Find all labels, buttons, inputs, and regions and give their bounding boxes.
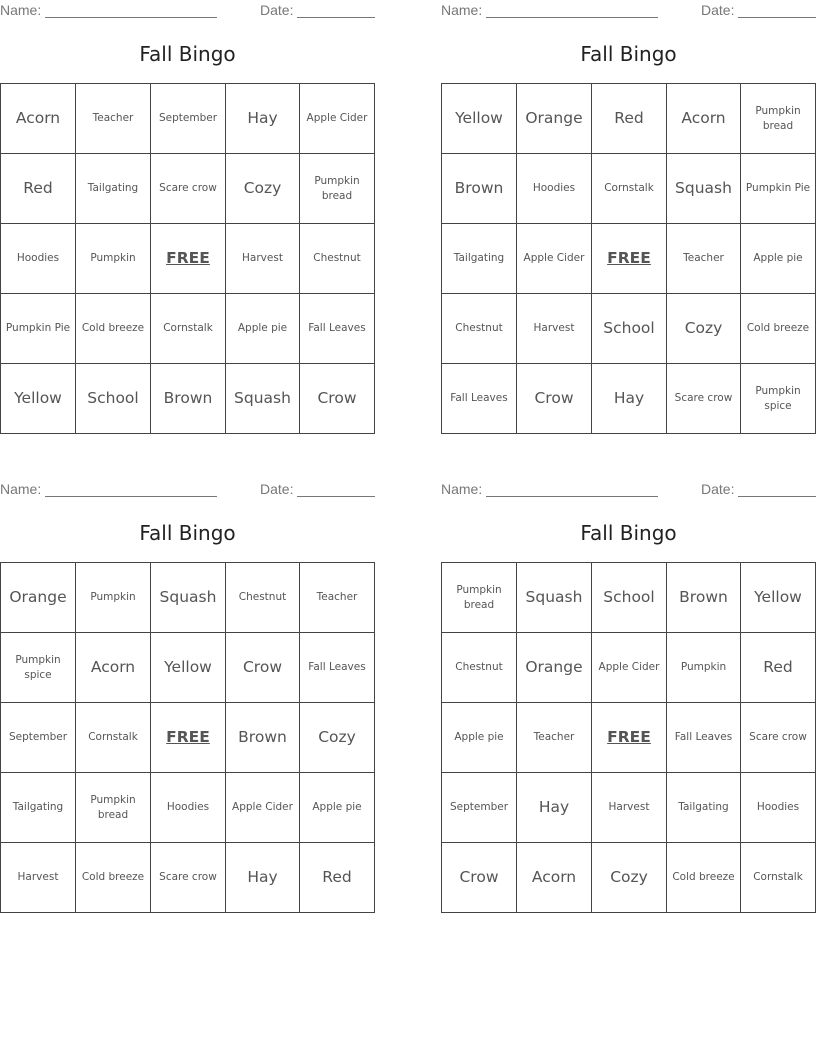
bingo-cell: Cornstalk [741,843,816,913]
bingo-cell: Hay [226,843,300,913]
bingo-cell: Tailgating [1,773,76,843]
bingo-cell: Apple pie [226,294,300,364]
bingo-cell: Yellow [1,364,76,434]
bingo-cell: Apple pie [741,224,816,294]
bingo-cell: Hoodies [151,773,226,843]
date-label: Date: [260,481,294,497]
bingo-cell: Pumpkin bread [442,563,517,633]
name-label: Name: [441,2,483,18]
bingo-cell: Crow [300,364,375,434]
card-title: Fall Bingo [139,521,236,545]
date-blank-line [738,17,816,18]
bingo-cell: Apple Cider [592,633,667,703]
bingo-cell: Pumpkin [667,633,741,703]
bingo-cell: Cold breeze [667,843,741,913]
bingo-cell: Orange [1,563,76,633]
name-blank-line [486,496,658,497]
bingo-cell: School [592,563,667,633]
bingo-cell: Squash [151,563,226,633]
bingo-card-2 [441,0,816,412]
card-title: Fall Bingo [139,42,236,66]
bingo-cell: Orange [517,84,592,154]
bingo-card-4 [441,479,816,887]
date-blank-line [738,496,816,497]
bingo-cell: Scare crow [151,154,226,224]
bingo-cell: September [151,84,226,154]
bingo-cell: Pumpkin spice [1,633,76,703]
bingo-cell: Apple pie [442,703,517,773]
bingo-cell: Brown [151,364,226,434]
date-label: Date: [260,2,294,18]
bingo-cell: School [76,364,151,434]
bingo-cell: Apple Cider [517,224,592,294]
bingo-cell: Fall Leaves [442,364,517,434]
bingo-grid [441,562,816,913]
bingo-cell: Chestnut [442,294,517,364]
bingo-cell: Teacher [300,563,375,633]
name-date-row [0,0,375,22]
bingo-cell: Brown [442,154,517,224]
bingo-cell: Hoodies [517,154,592,224]
free-space-cell: FREE [592,703,667,773]
bingo-cell: Apple pie [300,773,375,843]
bingo-grid [0,83,375,434]
name-date-row [0,479,375,501]
bingo-cell: Harvest [517,294,592,364]
date-label: Date: [701,2,735,18]
bingo-cell: Cornstalk [592,154,667,224]
name-blank-line [45,496,217,497]
bingo-cell: Cold breeze [76,294,151,364]
bingo-cell: Cornstalk [76,703,151,773]
bingo-card-1 [0,0,375,408]
bingo-cell: Teacher [76,84,151,154]
bingo-cell: Scare crow [667,364,741,434]
bingo-cell: Pumpkin Pie [1,294,76,364]
bingo-cell: Squash [226,364,300,434]
bingo-cell: Pumpkin bread [300,154,375,224]
name-blank-line [45,17,217,18]
bingo-cell: Acorn [76,633,151,703]
bingo-cell: Pumpkin Pie [741,154,816,224]
bingo-cell: Cornstalk [151,294,226,364]
bingo-cell: Pumpkin [76,224,151,294]
bingo-cell: Teacher [517,703,592,773]
bingo-cell: Chestnut [300,224,375,294]
bingo-grid [441,83,816,434]
bingo-cell: Apple Cider [300,84,375,154]
bingo-cell: Fall Leaves [300,294,375,364]
bingo-cell: Yellow [741,563,816,633]
bingo-cell: Red [741,633,816,703]
bingo-cell: Tailgating [667,773,741,843]
bingo-cell: Red [592,84,667,154]
name-date-row [441,479,816,501]
bingo-cell: Pumpkin spice [741,364,816,434]
bingo-grid [0,562,375,913]
bingo-cell: Orange [517,633,592,703]
bingo-cell: Hay [517,773,592,843]
bingo-cell: Cozy [592,843,667,913]
bingo-cell: Brown [226,703,300,773]
name-date-row [441,0,816,22]
bingo-cell: Apple Cider [226,773,300,843]
bingo-cell: Yellow [151,633,226,703]
bingo-cell: Crow [517,364,592,434]
card-title: Fall Bingo [580,521,677,545]
bingo-cell: Cozy [226,154,300,224]
bingo-cell: Fall Leaves [667,703,741,773]
bingo-cell: Tailgating [442,224,517,294]
name-label: Name: [441,481,483,497]
bingo-cell: Teacher [667,224,741,294]
bingo-cell: School [592,294,667,364]
bingo-cell: Harvest [226,224,300,294]
bingo-cell: Cozy [300,703,375,773]
bingo-cell: Crow [442,843,517,913]
bingo-cell: Hay [592,364,667,434]
bingo-cell: Hay [226,84,300,154]
bingo-cell: Cozy [667,294,741,364]
free-space-cell: FREE [151,703,226,773]
bingo-cell: Red [1,154,76,224]
bingo-cell: Scare crow [741,703,816,773]
bingo-cell: Tailgating [76,154,151,224]
bingo-cell: Red [300,843,375,913]
bingo-cell: Cold breeze [741,294,816,364]
date-blank-line [297,17,375,18]
date-label: Date: [701,481,735,497]
name-blank-line [486,17,658,18]
bingo-cell: Fall Leaves [300,633,375,703]
bingo-cell: Acorn [517,843,592,913]
bingo-cell: Pumpkin bread [741,84,816,154]
bingo-cell: September [1,703,76,773]
bingo-cell: Brown [667,563,741,633]
bingo-cell: Scare crow [151,843,226,913]
name-label: Name: [0,481,42,497]
bingo-cell: Cold breeze [76,843,151,913]
bingo-cell: Squash [517,563,592,633]
card-title: Fall Bingo [580,42,677,66]
bingo-cell: Squash [667,154,741,224]
bingo-cell: Harvest [1,843,76,913]
name-label: Name: [0,2,42,18]
bingo-cell: Acorn [1,84,76,154]
bingo-cell: Yellow [442,84,517,154]
bingo-cell: Harvest [592,773,667,843]
bingo-cell: Hoodies [741,773,816,843]
bingo-cell: Hoodies [1,224,76,294]
date-blank-line [297,496,375,497]
bingo-card-3 [0,479,375,887]
bingo-cell: Chestnut [226,563,300,633]
free-space-cell: FREE [151,224,226,294]
bingo-cell: September [442,773,517,843]
bingo-cell: Pumpkin bread [76,773,151,843]
bingo-cell: Pumpkin [76,563,151,633]
free-space-cell: FREE [592,224,667,294]
bingo-cell: Crow [226,633,300,703]
bingo-cell: Acorn [667,84,741,154]
bingo-cell: Chestnut [442,633,517,703]
